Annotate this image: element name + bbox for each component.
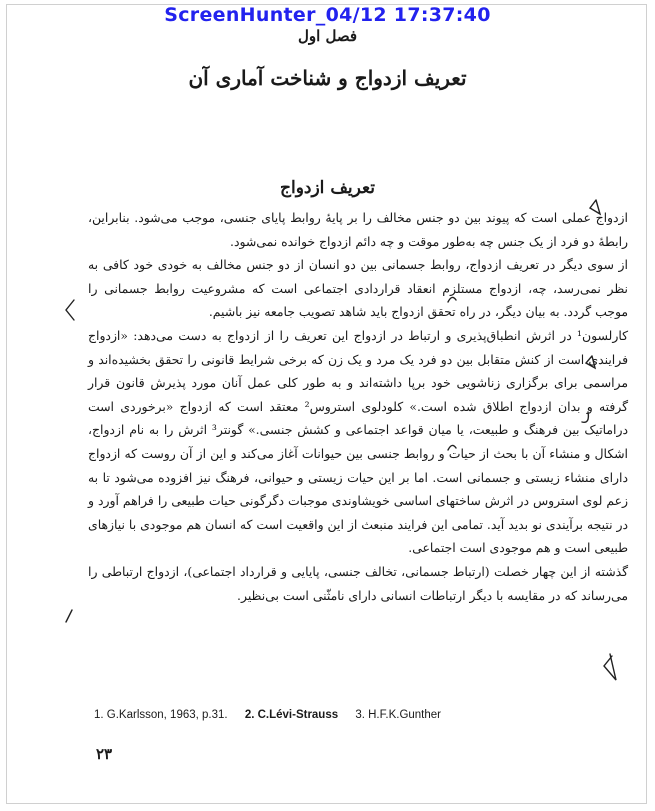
body-text — [88, 206, 628, 607]
footnote-1: 1. G.Karlsson, 1963, p.31. — [94, 709, 228, 721]
page-title: تعریف ازدواج و شناخت آماری آن — [188, 66, 467, 90]
footnote-2: 2. C.Lévi-Strauss — [244, 709, 339, 721]
section-heading: تعریف ازدواج — [280, 178, 375, 198]
screenhunter-watermark: ScreenHunter_04/12 17:37:40 — [164, 4, 491, 26]
paragraph-4: گذشته از این چهار خصلت (ارتباط جسمانی، تخالف جنسی، پایایی و قرارداد اجتماعی)، ازدواج ارتباطی را می‌رساند که در مقایسه با دیگر ارتباطات انسانی دارای نامثّنی است بی‌نظیر. — [88, 563, 628, 603]
footnote-3: 3. H.F.K.Gunther — [355, 709, 441, 721]
page-number: ۲۳ — [96, 745, 113, 763]
paragraph-3: کارلسون¹ در اثرش انطباق‌پذیری و ارتباط در ازدواج این تعریف را از ازدواج به دست می‌دهد: «ازدواج فرایندی است از کنش متقابل بین دو فرد یک مرد و یک زن که برخی شرایط قانونی را تحقق بخشیده‌اند و مراسمی برای برگزاری زناشویی خود برپا داشته‌اند و به طور کلی عمل آنان مورد پذیرش قانون قرار گرفته و بدان ازدواج اطلاق شده است.» کلودلوی استروس² معتقد است که ازدواج «برخوردی است دراماتیک بین فرهنگ و طبیعت، یا میان قواعد اجتماعی و کشش جنسی.» گونتر³ اثرش را به نام ازدواج، اشکال و منشاء آن با بحث از حیات و روابط جنسی بین حیوانات آغاز می‌کند و این از آن روست که ازدواج دارای منشاء زیستی و جسمانی است. اما بر این حیات زیستی و حیوانی، فرهنگ نیز افزوده می‌شود تا به زعم لوی استروس در اثرش ساختهای اساسی خویشاوندی موجبات دگرگونی حیات طبیعی را فراهم آورد و در نتیجه برآیندی نو بدید آید. تمامی این فرایند منبعث از این واقعیت است که انسان هم موجودی با نیازهای طبیعی است و هم موجودی است اجتماعی. — [88, 327, 628, 556]
chapter-heading: فصل اول — [297, 27, 358, 45]
paragraph-2: از سوی دیگر در تعریف ازدواج، روابط جسمانی بین دو انسان از دو جنس مخالف به خودی خود کافی به نظر نمی‌رسد، چه، ازدواج مستلزم انعقاد قراردادی اجتماعی است که مشروعیت روابط جسمانی را موجب گردد. به بیان دیگر، در راه تحقق ازدواج باید شاهد تصویب جامعه نیز باشیم. — [88, 257, 628, 320]
footnotes — [94, 709, 455, 721]
paragraph-1: ازدواج عملی است که پیوند بین دو جنس مخالف را بر پایهٔ روابط پایای جنسی، موجب می‌شود. بنابراین، رابطهٔ دو فرد از یک جنس چه به‌طور موقت و چه دائم ازدواج خوانده نمی‌شود. — [88, 210, 628, 249]
